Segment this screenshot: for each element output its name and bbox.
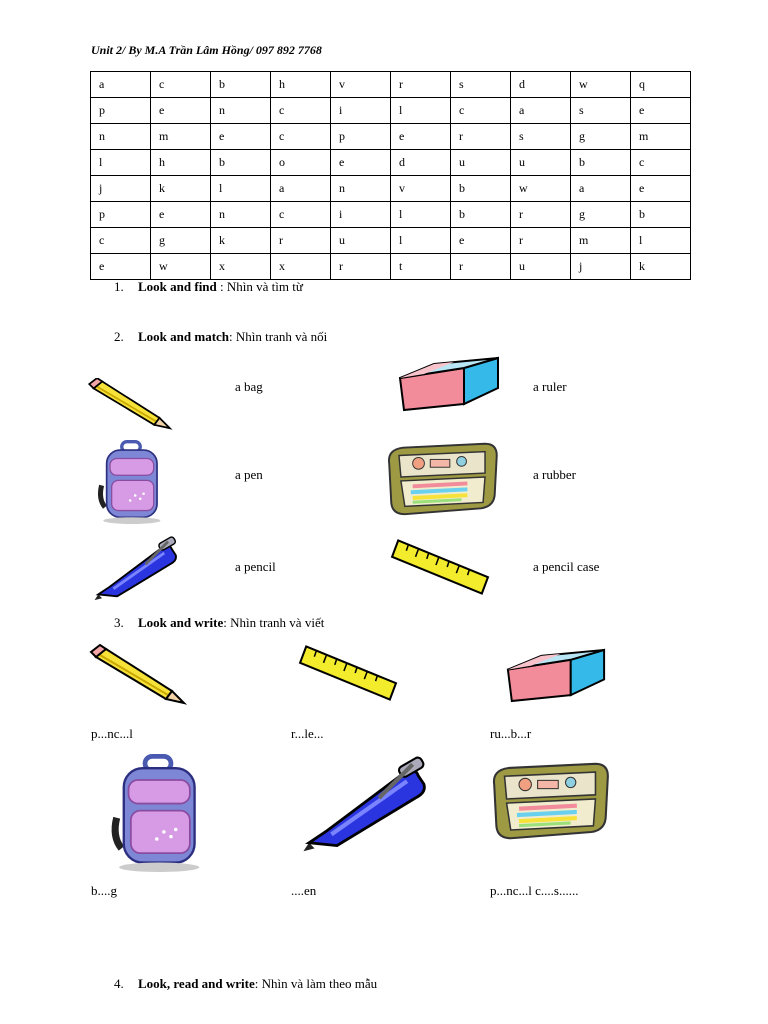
match-word: a ruler	[533, 379, 567, 394]
grid-cell: l	[211, 176, 271, 202]
match-word: a rubber	[533, 467, 576, 482]
grid-cell: p	[91, 202, 151, 228]
grid-cell: t	[391, 254, 451, 280]
grid-cell: u	[511, 150, 571, 176]
grid-cell: h	[151, 150, 211, 176]
grid-row	[91, 202, 691, 228]
pen-icon	[292, 756, 438, 854]
grid-cell: w	[511, 176, 571, 202]
grid-cell: s	[451, 72, 511, 98]
grid-cell: v	[331, 72, 391, 98]
grid-cell: e	[631, 98, 691, 124]
grid-cell: j	[571, 254, 631, 280]
section-subtitle: : Nhìn và làm theo mẫu	[254, 976, 378, 991]
grid-cell: a	[271, 176, 331, 202]
write-word: ru...b...r	[490, 726, 532, 741]
grid-row	[91, 176, 691, 202]
grid-cell: n	[211, 202, 271, 228]
grid-row	[91, 124, 691, 150]
eraser-icon	[502, 642, 610, 706]
grid-cell: e	[211, 124, 271, 150]
section-subtitle: : Nhìn tranh và nối	[229, 329, 328, 344]
grid-cell: p	[331, 124, 391, 150]
section-title: Look and match	[138, 329, 230, 344]
grid-cell: n	[91, 124, 151, 150]
grid-row	[91, 72, 691, 98]
grid-cell: p	[91, 98, 151, 124]
grid-cell: i	[331, 98, 391, 124]
grid-cell: k	[151, 176, 211, 202]
grid-cell: x	[211, 254, 271, 280]
write-word: p...nc...l c....s......	[490, 883, 579, 898]
grid-cell: b	[571, 150, 631, 176]
grid-cell: u	[511, 254, 571, 280]
grid-cell: k	[631, 254, 691, 280]
grid-cell: u	[451, 150, 511, 176]
section-number: 1.	[114, 279, 124, 294]
grid-cell: w	[151, 254, 211, 280]
grid-cell: r	[511, 228, 571, 254]
grid-cell: c	[631, 150, 691, 176]
grid-cell: s	[511, 124, 571, 150]
grid-cell: w	[571, 72, 631, 98]
grid-cell: e	[151, 202, 211, 228]
grid-cell: c	[271, 98, 331, 124]
grid-row	[91, 98, 691, 124]
write-word: ....en	[291, 883, 317, 898]
match-word: a bag	[235, 379, 263, 394]
grid-cell: e	[151, 98, 211, 124]
write-word: r...le...	[291, 726, 324, 741]
grid-cell: x	[271, 254, 331, 280]
section-1-heading	[114, 279, 303, 295]
grid-cell: e	[91, 254, 151, 280]
grid-cell: e	[331, 150, 391, 176]
backpack-icon	[90, 754, 226, 872]
grid-cell: i	[331, 202, 391, 228]
grid-row	[91, 254, 691, 280]
grid-cell: n	[211, 98, 271, 124]
write-word: p...nc...l	[91, 726, 133, 741]
grid-cell: s	[571, 98, 631, 124]
section-number: 4.	[114, 976, 124, 991]
grid-cell: g	[571, 124, 631, 150]
grid-cell: e	[631, 176, 691, 202]
grid-row	[91, 228, 691, 254]
grid-cell: r	[391, 72, 451, 98]
grid-cell: c	[271, 202, 331, 228]
grid-cell: b	[451, 176, 511, 202]
grid-cell: m	[571, 228, 631, 254]
grid-cell: c	[91, 228, 151, 254]
write-word: b....g	[91, 883, 117, 898]
grid-cell: l	[391, 202, 451, 228]
grid-cell: n	[331, 176, 391, 202]
section-3-heading	[114, 615, 324, 631]
grid-cell: r	[451, 124, 511, 150]
grid-cell: r	[271, 228, 331, 254]
grid-cell: h	[271, 72, 331, 98]
grid-cell: b	[211, 150, 271, 176]
section-title: Look and write	[138, 615, 224, 630]
grid-cell: o	[271, 150, 331, 176]
ruler-icon	[296, 642, 398, 704]
eraser-icon	[394, 350, 504, 415]
grid-cell: e	[451, 228, 511, 254]
grid-cell: a	[91, 72, 151, 98]
grid-cell: a	[511, 98, 571, 124]
section-title: Look, read and write	[138, 976, 255, 991]
grid-cell: l	[91, 150, 151, 176]
grid-cell: g	[571, 202, 631, 228]
section-2-heading	[114, 329, 327, 345]
section-number: 2.	[114, 329, 124, 344]
letter-grid	[90, 71, 691, 280]
grid-cell: c	[151, 72, 211, 98]
ruler-icon	[388, 536, 490, 598]
backpack-icon	[90, 440, 172, 524]
grid-cell: b	[451, 202, 511, 228]
grid-row	[91, 150, 691, 176]
grid-cell: u	[331, 228, 391, 254]
grid-cell: a	[571, 176, 631, 202]
match-word: a pencil	[235, 559, 276, 574]
match-word: a pencil case	[533, 559, 600, 574]
grid-cell: k	[211, 228, 271, 254]
pencil-icon	[88, 644, 188, 706]
grid-cell: v	[391, 176, 451, 202]
section-subtitle: : Nhìn và tìm từ	[216, 279, 303, 294]
grid-cell: m	[151, 124, 211, 150]
pencil-case-icon	[488, 752, 612, 848]
grid-cell: r	[511, 202, 571, 228]
grid-cell: d	[391, 150, 451, 176]
pen-icon	[88, 536, 184, 602]
section-title: Look and find	[138, 279, 217, 294]
match-word: a pen	[235, 467, 263, 482]
section-subtitle: : Nhìn tranh và viết	[223, 615, 325, 630]
grid-cell: l	[391, 228, 451, 254]
grid-cell: b	[631, 202, 691, 228]
section-number: 3.	[114, 615, 124, 630]
grid-cell: r	[331, 254, 391, 280]
grid-cell: c	[451, 98, 511, 124]
grid-cell: m	[631, 124, 691, 150]
grid-cell: q	[631, 72, 691, 98]
pencil-icon	[84, 378, 176, 430]
pencil-case-icon	[382, 434, 502, 522]
grid-cell: d	[511, 72, 571, 98]
grid-cell: r	[451, 254, 511, 280]
grid-cell: c	[271, 124, 331, 150]
page-header: Unit 2/ By M.A Trần Lâm Hồng/ 097 892 7768	[91, 43, 322, 57]
grid-cell: g	[151, 228, 211, 254]
section-4-heading	[114, 976, 377, 992]
grid-cell: l	[391, 98, 451, 124]
grid-cell: b	[211, 72, 271, 98]
grid-cell: e	[391, 124, 451, 150]
grid-cell: j	[91, 176, 151, 202]
grid-cell: l	[631, 228, 691, 254]
